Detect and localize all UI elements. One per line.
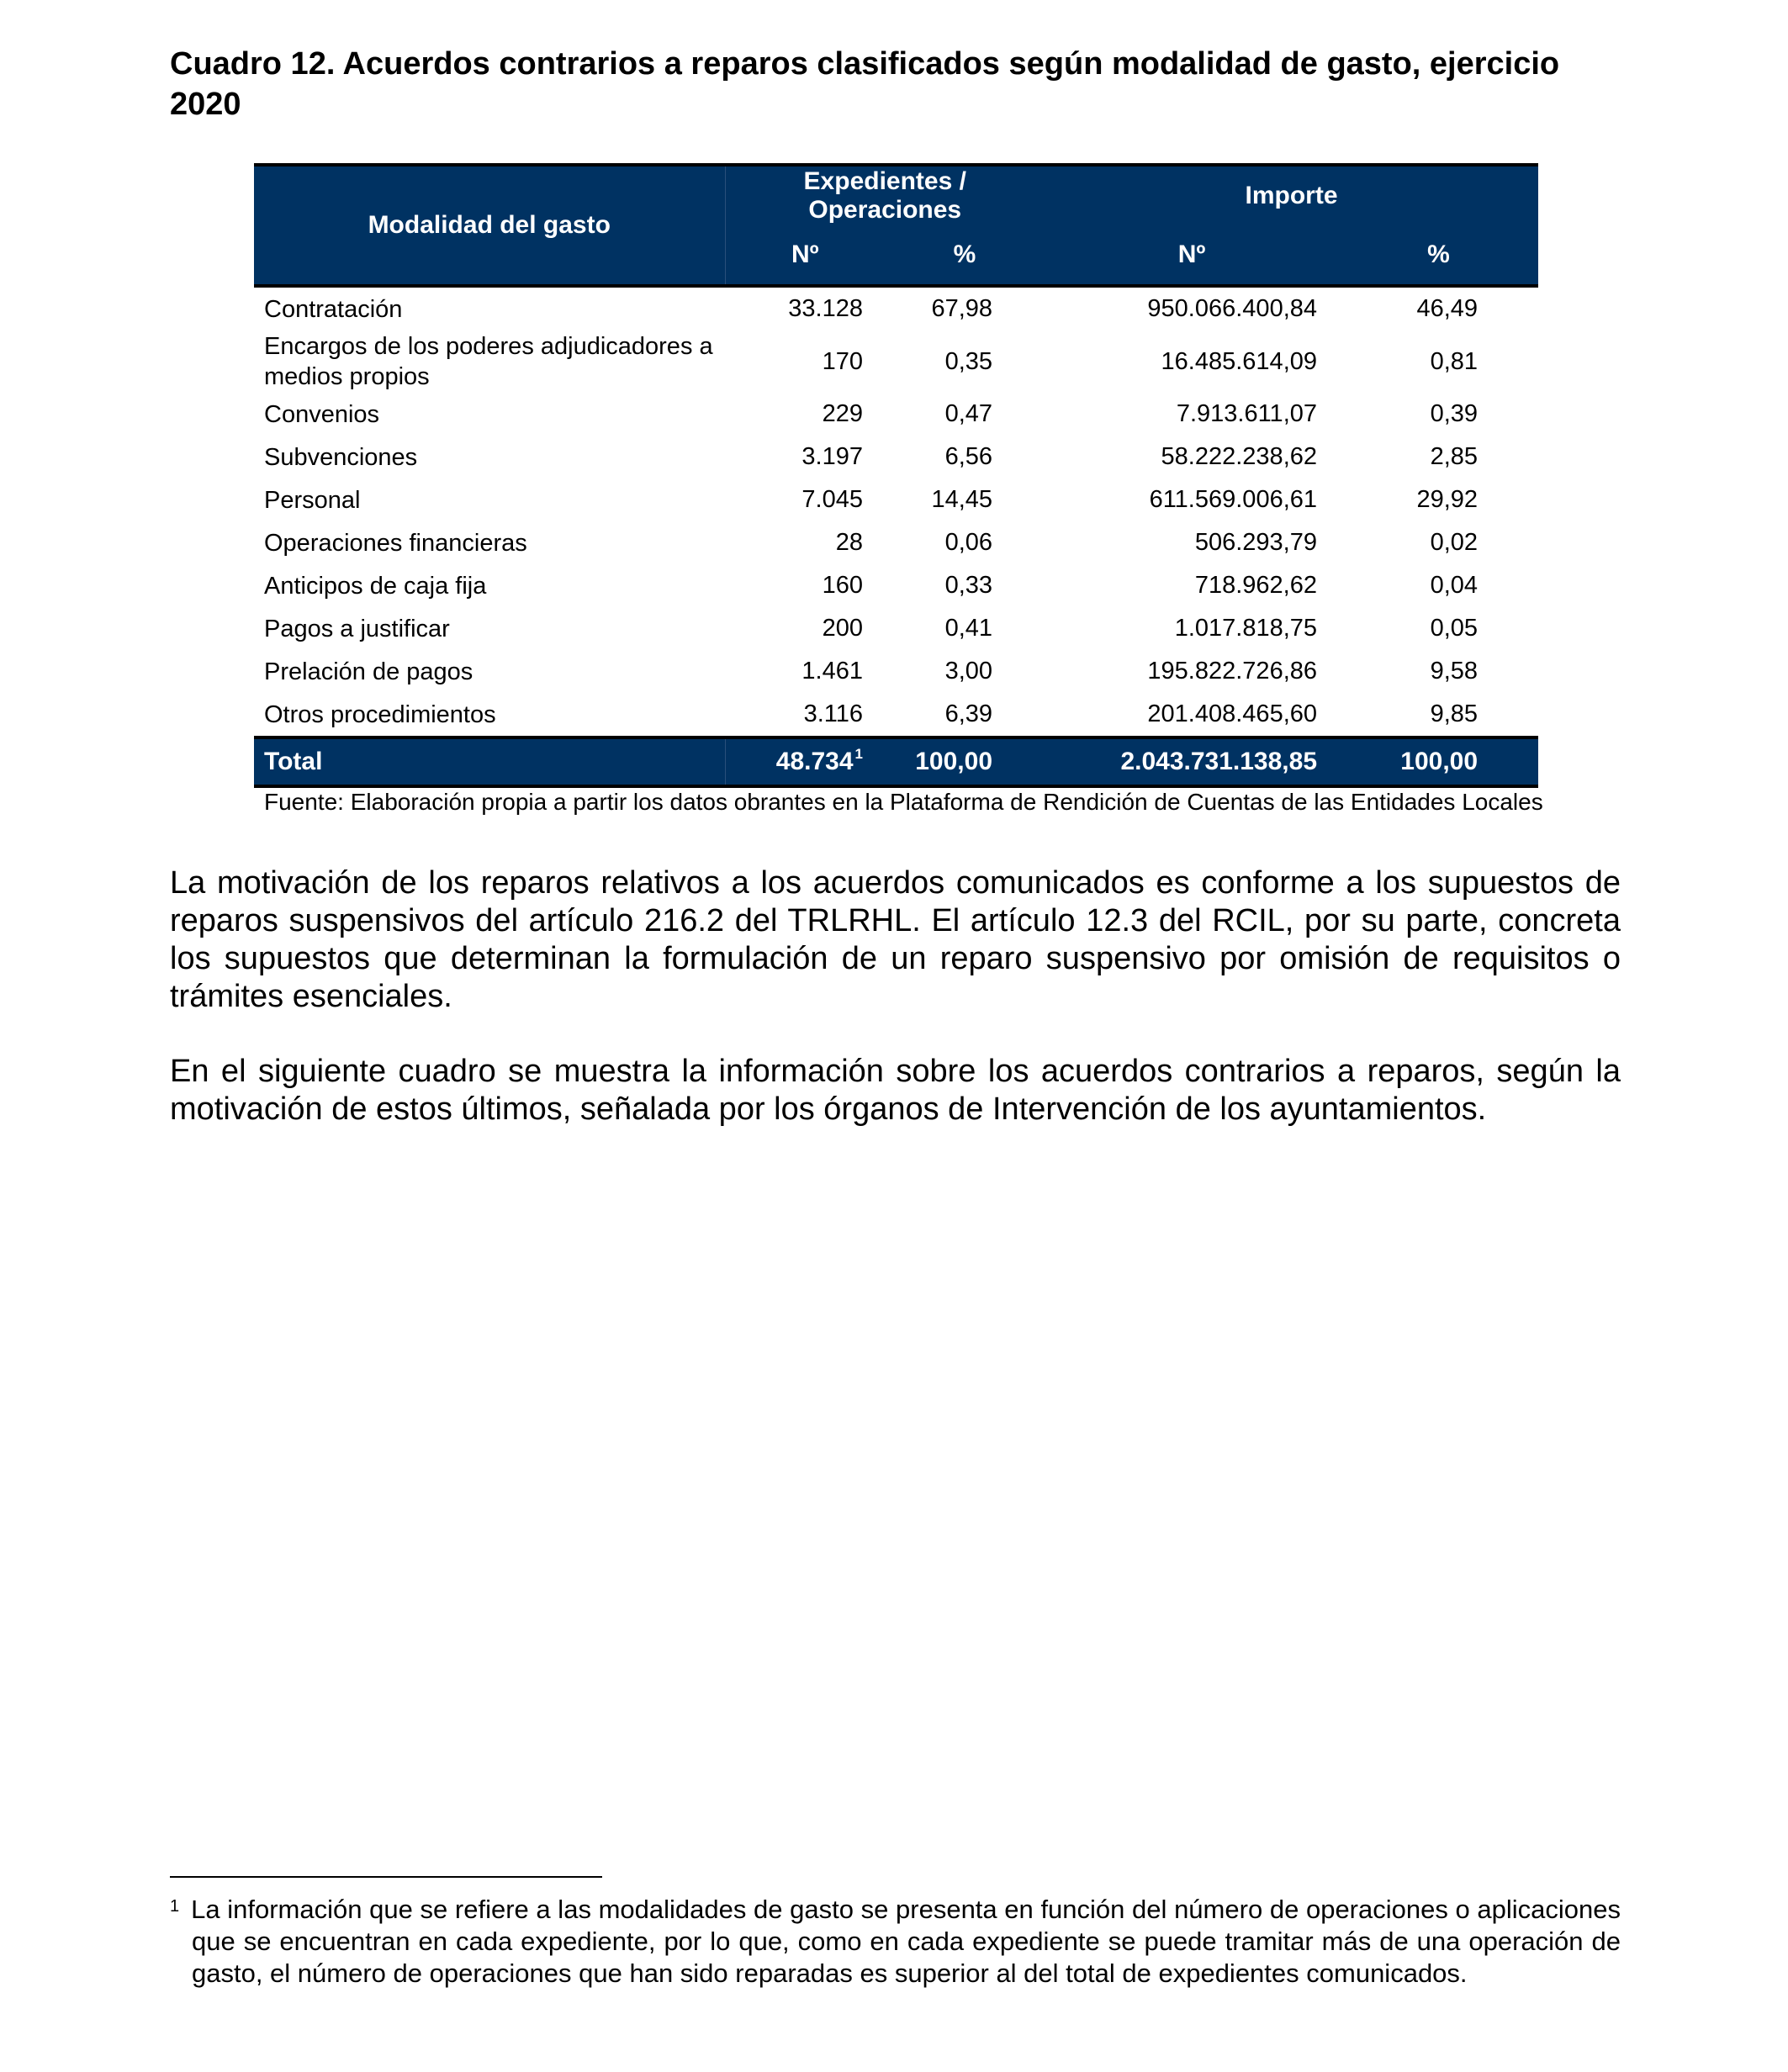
row-exp-n: 33.128	[788, 295, 863, 322]
total-row	[254, 737, 1538, 786]
row-imp-pct: 29,92	[1416, 486, 1479, 513]
footnote	[170, 1894, 1621, 1990]
table-row	[254, 521, 1538, 564]
table-row	[254, 607, 1538, 650]
subheader-exp-n: Nº	[725, 225, 885, 286]
row-exp-n: 229	[822, 400, 863, 427]
row-exp-n: 170	[822, 347, 863, 375]
row-exp-pct: 0,35	[944, 347, 993, 375]
footnote-ref: 1	[854, 746, 863, 762]
row-label: Anticipos de caja fija	[264, 572, 487, 600]
row-exp-n: 7.045	[801, 486, 863, 513]
table-source: Fuente: Elaboración propia a partir los datos obrantes en la Plataforma de Rendición de Cuentas de las Entidades Locales	[264, 789, 1543, 815]
table-row	[254, 330, 1538, 393]
total-label: Total	[254, 737, 725, 786]
table-row	[254, 393, 1538, 436]
subheader-exp-pct: %	[885, 225, 1045, 286]
row-imp-pct: 46,49	[1416, 295, 1479, 322]
row-label: Prelación de pagos	[264, 658, 473, 685]
row-label: Personal	[264, 486, 361, 514]
row-exp-pct: 14,45	[931, 486, 993, 513]
row-exp-pct: 67,98	[931, 295, 993, 322]
row-imp-n: 506.293,79	[1194, 529, 1318, 556]
table-row	[254, 564, 1538, 607]
row-label: Subvenciones	[264, 443, 418, 471]
row-imp-pct: 0,02	[1430, 529, 1479, 556]
row-imp-n: 195.822.726,86	[1147, 658, 1318, 684]
subheader-imp-pct: %	[1339, 225, 1538, 286]
total-exp-pct: 100,00	[885, 737, 1045, 786]
row-label: Operaciones financieras	[264, 529, 527, 557]
row-exp-pct: 6,56	[944, 443, 993, 470]
row-imp-pct: 9,58	[1430, 658, 1479, 684]
row-exp-n: 200	[822, 615, 863, 642]
row-exp-n: 3.197	[801, 443, 863, 470]
row-imp-n: 611.569.006,61	[1149, 486, 1318, 513]
footnote-separator	[170, 1876, 602, 1878]
row-imp-n: 58.222.238,62	[1161, 443, 1318, 470]
row-exp-n: 1.461	[801, 658, 863, 684]
row-exp-pct: 0,06	[944, 529, 993, 556]
header-importe: Importe	[1045, 165, 1538, 225]
total-imp-pct: 100,00	[1339, 737, 1538, 786]
row-label: Contratación	[264, 295, 403, 323]
total-exp-n	[725, 737, 885, 786]
table-row	[254, 436, 1538, 478]
row-exp-pct: 0,47	[944, 400, 993, 427]
row-exp-n: 160	[822, 572, 863, 599]
row-exp-pct: 0,33	[944, 572, 993, 599]
row-label: Pagos a justificar	[264, 615, 450, 642]
expense-modality-table	[254, 163, 1538, 788]
table-row	[254, 478, 1538, 521]
header-modalidad: Modalidad del gasto	[254, 165, 725, 286]
row-imp-n: 16.485.614,09	[1161, 347, 1318, 375]
body-paragraph-2: En el siguiente cuadro se muestra la información sobre los acuerdos contrarios a reparos, según la motivación de estos últimos, señalada por los órganos de Intervención de los ayuntamientos.	[170, 1054, 1621, 1127]
subheader-imp-n: Nº	[1045, 225, 1339, 286]
row-imp-pct: 2,85	[1430, 443, 1479, 470]
row-exp-n: 3.116	[803, 700, 863, 727]
row-imp-n: 718.962,62	[1194, 572, 1318, 599]
row-imp-pct: 0,39	[1430, 400, 1479, 427]
row-exp-pct: 6,39	[944, 700, 993, 727]
row-imp-pct: 9,85	[1430, 700, 1479, 727]
row-imp-n: 201.408.465,60	[1147, 700, 1318, 727]
row-exp-pct: 3,00	[944, 658, 993, 684]
row-exp-n: 28	[835, 529, 863, 556]
table-row	[254, 286, 1538, 330]
row-label: Otros procedimientos	[264, 700, 496, 728]
row-imp-n: 1.017.818,75	[1174, 615, 1318, 642]
table-row	[254, 650, 1538, 693]
row-exp-pct: 0,41	[944, 615, 993, 642]
footnote-text: La información que se refiere a las modalidades de gasto se presenta en función del número de operaciones o aplicaciones que se encuentran en cada expediente, por lo que, como en cada expediente se puede tramitar más de una operación de gasto, el número de operaciones que han sido reparadas es superior al del total de expedientes comunicados.	[191, 1895, 1621, 1988]
table-title: Cuadro 12. Acuerdos contrarios a reparos clasificados según modalidad de gasto, ejercicio 2020	[170, 46, 1560, 122]
table-row	[254, 693, 1538, 737]
footnote-number: 1	[170, 1897, 180, 1916]
row-imp-n: 7.913.611,07	[1176, 400, 1318, 427]
row-imp-pct: 0,05	[1430, 615, 1479, 642]
row-label: Encargos de los poderes adjudicadores a medios propios	[264, 333, 713, 390]
header-expedientes: Expedientes / Operaciones	[725, 165, 1045, 225]
row-label: Convenios	[264, 400, 380, 428]
row-imp-pct: 0,04	[1430, 572, 1479, 599]
row-imp-pct: 0,81	[1430, 347, 1479, 375]
total-imp-n: 2.043.731.138,85	[1045, 737, 1339, 786]
total-exp-n-value: 48.734	[775, 748, 854, 775]
body-paragraph-1: La motivación de los reparos relativos a los acuerdos comunicados es conforme a los supuestos de reparos suspensivos del artículo 216.2 del TRLRHL. El artículo 12.3 del RCIL, por su parte, concreta los supuestos que determinan la formulación de un reparo suspensivo por omisión de requisitos o trámites esenciales.	[170, 865, 1621, 1014]
row-imp-n: 950.066.400,84	[1147, 295, 1318, 322]
